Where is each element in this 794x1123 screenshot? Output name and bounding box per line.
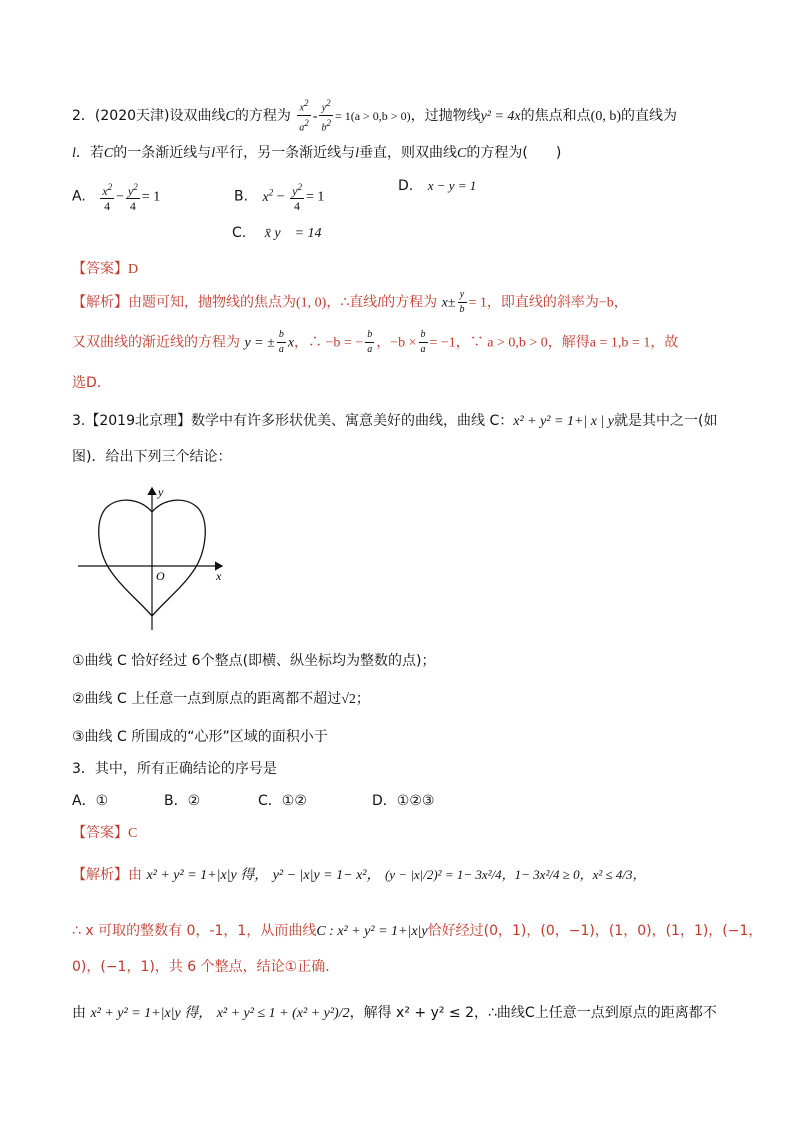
origin-label: O — [156, 569, 165, 583]
q3-option-a: A．① — [72, 793, 109, 809]
q2-analysis-line-1: 【解析】由题可知，抛物线的焦点为(1, 0)，∴直线l的方程为 x± $\frac{y}{b}$ = 1，即直线的斜率为−b， — [72, 289, 628, 315]
q3-stem-line-1: 3.【2019北京理】数学中有许多形状优美、寓意美好的曲线，曲线 C：x² + y² = 1+| x | y就是其中之一(如 — [72, 413, 718, 429]
option-c: C. x̄ y = 14 — [232, 225, 322, 241]
q3-option-b: B．② — [164, 793, 201, 809]
x-axis-label: x — [216, 569, 222, 583]
heart-curve-figure — [76, 482, 236, 634]
q3-analysis-line-1: 【解析】由 x² + y² = 1+|x|y 得， y² − |x|y = 1− x²， (y − |x|/2)² = 1− 3x²/4，1− 3x²/4 ≥ 0，x² ≤ 4/3， — [72, 867, 646, 883]
q3-option-d: D．①②③ — [372, 793, 435, 809]
q2-answer: 【答案】D — [72, 261, 139, 277]
conclusion-1: ①曲线 C 恰好经过 6个整点(即横、纵坐标均为整数的点)； — [72, 653, 436, 669]
q3-analysis-line-4: 由 x² + y² = 1+|x|y 得， x² + y² ≤ 1 + (x² + y²)/2，解得 x² + y² ≤ 2，∴曲线C上任意一点到原点的距离都不 — [72, 1005, 717, 1021]
q3-answer: 【答案】C — [72, 825, 138, 841]
y-axis-label: y — [158, 485, 164, 499]
option-a: A. $\frac{x^2}{4}$ − $\frac{y^2}{4}$ = 1 — [72, 182, 161, 213]
fraction-y2-b2: $\frac{y^2}{b^2}$ — [321, 98, 331, 134]
q2-analysis-line-3: 选D． — [72, 375, 111, 391]
q2-analysis-line-2: 又双曲线的渐近线的方程为 y = ± $\frac{b}{a}$ x，∴ −b = − $\frac{b}{a}$ ，−b × $\frac{b}{a}$ = −1，∵ a > 0,b > 0，解得a = 1,b = 1，故 — [72, 329, 679, 355]
conclusion-3: ③曲线 C 所围成的“心形”区域的面积小于 — [72, 729, 328, 745]
q3-analysis-line-3: 0)，(−1，1)，共 6 个整点，结论①正确． — [72, 959, 340, 975]
option-d: D. x − y = 1 — [398, 178, 477, 194]
question-source: (2020天津) — [94, 107, 170, 124]
q3-option-c: C．①② — [258, 793, 307, 809]
q2-stem-line-1: 2．(2020天津)设双曲线C的方程为 $\frac{x^2}{a^2}$ - $\frac{y^2}{b^2}$ = 1(a > 0,b > 0)，过抛物线y² = 4x的焦点和点(0, b)的直线为 — [72, 98, 677, 134]
q3-stem-line-2: 图)．给出下列三个结论： — [72, 449, 232, 465]
fraction-x2-a2: $\frac{x^2}{a^2}$ — [299, 98, 309, 134]
q3-question: 3．其中，所有正确结论的序号是 — [72, 761, 277, 777]
option-b: B. $x^2$ − $\frac{y^2}{4}$ = 1 — [234, 182, 325, 213]
q2-stem-line-2: l．若C的一条渐近线与l平行，另一条渐近线与l垂直，则双曲线C的方程为( ) — [72, 145, 562, 161]
conclusion-2: ②曲线 C 上任意一点到原点的距离都不超过√2； — [72, 691, 370, 707]
question-number: 2． — [72, 107, 95, 124]
q3-analysis-line-2: ∴ x 可取的整数有 0，-1，1，从而曲线C : x² + y² = 1+|x|y恰好经过(0，1)，(0，−1)，(1，0)，(1，1)，(−1， — [72, 923, 763, 939]
